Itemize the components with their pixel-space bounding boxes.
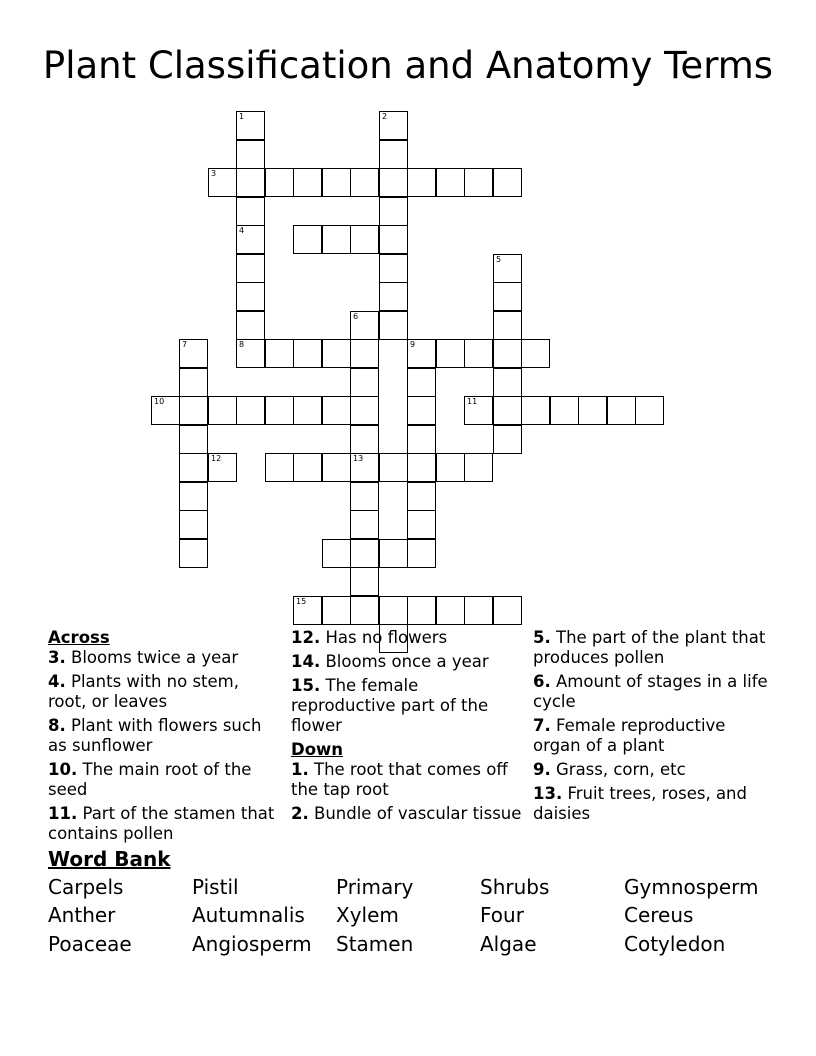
grid-cell[interactable] xyxy=(322,339,351,368)
grid-cell[interactable] xyxy=(350,482,379,511)
grid-cell[interactable] xyxy=(293,339,322,368)
grid-cell[interactable] xyxy=(179,339,208,368)
grid-cell[interactable] xyxy=(236,197,265,226)
grid-cell[interactable] xyxy=(379,282,408,311)
grid-cell[interactable] xyxy=(379,311,408,340)
clue-number: 10 xyxy=(154,397,165,406)
clue-down-2: 2. Bundle of vascular tissue xyxy=(291,804,522,823)
clue-down-6: 6. Amount of stages in a life cycle xyxy=(533,672,768,711)
grid-cell[interactable] xyxy=(379,225,408,254)
grid-cell[interactable] xyxy=(350,567,379,596)
grid-cell[interactable] xyxy=(265,396,294,425)
grid-cell[interactable] xyxy=(350,225,379,254)
grid-cell[interactable] xyxy=(293,396,322,425)
clue-across-3: 3. Blooms twice a year xyxy=(48,648,239,667)
clue-down-7: 7. Female reproductive organ of a plant xyxy=(533,716,726,755)
clue-number: 12 xyxy=(211,454,222,463)
grid-cell[interactable] xyxy=(293,225,322,254)
word-bank-item: Angiosperm xyxy=(192,932,312,956)
grid-cell[interactable] xyxy=(208,453,237,482)
grid-cell[interactable] xyxy=(407,396,436,425)
clue-number: 6 xyxy=(353,312,359,321)
clue-across-11: 11. Part of the stamen that contains pollen xyxy=(48,804,275,843)
grid-cell[interactable] xyxy=(322,539,351,568)
clue-across-10: 10. The main root of the seed xyxy=(48,760,252,799)
grid-cell[interactable] xyxy=(407,539,436,568)
clue-across-15: 15. The female reproductive part of the flower xyxy=(291,676,489,735)
grid-cell[interactable] xyxy=(208,168,237,197)
grid-cell[interactable] xyxy=(550,396,579,425)
grid-cell[interactable] xyxy=(464,168,493,197)
clue-down-5: 5. The part of the plant that produces pollen xyxy=(533,628,766,667)
grid-cell[interactable] xyxy=(236,396,265,425)
word-bank-item: Pistil xyxy=(192,875,239,899)
grid-cell[interactable] xyxy=(493,368,522,397)
grid-cell[interactable] xyxy=(493,168,522,197)
word-bank-title: Word Bank xyxy=(48,847,171,871)
clues-column-1 xyxy=(48,628,280,848)
grid-cell[interactable] xyxy=(436,453,465,482)
grid-cell[interactable] xyxy=(179,396,208,425)
word-bank-item: Xylem xyxy=(336,903,399,927)
clue-number: 1 xyxy=(239,112,245,121)
grid-cell[interactable] xyxy=(407,425,436,454)
word-bank-item: Primary xyxy=(336,875,414,899)
grid-cell[interactable] xyxy=(493,311,522,340)
grid-cell[interactable] xyxy=(379,111,408,140)
clue-number: 11 xyxy=(467,397,478,406)
grid-cell[interactable] xyxy=(322,596,351,625)
clue-across-14: 14. Blooms once a year xyxy=(291,652,489,671)
across-heading: Across xyxy=(48,628,110,647)
clue-number: 3 xyxy=(211,169,217,178)
grid-cell[interactable] xyxy=(236,254,265,283)
word-bank-item: Anther xyxy=(48,903,116,927)
clue-number: 9 xyxy=(410,340,416,349)
grid-cell[interactable] xyxy=(578,396,607,425)
grid-cell[interactable] xyxy=(464,453,493,482)
down-heading: Down xyxy=(291,740,344,759)
grid-cell[interactable] xyxy=(322,453,351,482)
word-bank-item: Shrubs xyxy=(480,875,550,899)
grid-cell[interactable] xyxy=(293,168,322,197)
clue-down-9: 9. Grass, corn, etc xyxy=(533,760,686,779)
grid-cell[interactable] xyxy=(407,510,436,539)
grid-cell[interactable] xyxy=(379,596,408,625)
grid-cell[interactable] xyxy=(236,339,265,368)
word-bank-item: Cotyledon xyxy=(624,932,726,956)
grid-cell[interactable] xyxy=(407,368,436,397)
grid-cell[interactable] xyxy=(236,168,265,197)
grid-cell[interactable] xyxy=(350,168,379,197)
grid-cell[interactable] xyxy=(350,539,379,568)
clue-number: 8 xyxy=(239,340,245,349)
grid-cell[interactable] xyxy=(322,168,351,197)
grid-cell[interactable] xyxy=(265,339,294,368)
grid-cell[interactable] xyxy=(179,368,208,397)
word-bank-item: Stamen xyxy=(336,932,414,956)
grid-cell[interactable] xyxy=(464,339,493,368)
grid-cell[interactable] xyxy=(407,482,436,511)
grid-cell[interactable] xyxy=(179,539,208,568)
grid-cell[interactable] xyxy=(350,510,379,539)
clue-down-1: 1. The root that comes off the tap root xyxy=(291,760,508,799)
grid-cell[interactable] xyxy=(379,254,408,283)
clue-across-8: 8. Plant with flowers such as sunflower xyxy=(48,716,262,755)
grid-cell[interactable] xyxy=(493,425,522,454)
grid-cell[interactable] xyxy=(265,453,294,482)
clue-across-12: 12. Has no flowers xyxy=(291,628,448,647)
grid-cell[interactable] xyxy=(151,396,180,425)
grid-cell[interactable] xyxy=(179,425,208,454)
clue-number: 2 xyxy=(382,112,388,121)
grid-cell[interactable] xyxy=(407,168,436,197)
grid-cell[interactable] xyxy=(493,596,522,625)
word-bank-item: Carpels xyxy=(48,875,124,899)
grid-cell[interactable] xyxy=(464,396,493,425)
grid-cell[interactable] xyxy=(293,453,322,482)
grid-cell[interactable] xyxy=(379,453,408,482)
grid-cell[interactable] xyxy=(379,140,408,169)
grid-cell[interactable] xyxy=(379,168,408,197)
grid-cell[interactable] xyxy=(265,168,294,197)
grid-cell[interactable] xyxy=(179,482,208,511)
clue-number: 7 xyxy=(182,340,188,349)
grid-cell[interactable] xyxy=(379,539,408,568)
grid-cell[interactable] xyxy=(208,396,237,425)
grid-cell[interactable] xyxy=(179,510,208,539)
grid-cell[interactable] xyxy=(635,396,664,425)
grid-cell[interactable] xyxy=(350,596,379,625)
grid-cell[interactable] xyxy=(464,596,493,625)
word-bank-item: Four xyxy=(480,903,524,927)
clue-across-4: 4. Plants with no stem, root, or leaves xyxy=(48,672,239,711)
grid-cell[interactable] xyxy=(607,396,636,425)
grid-cell[interactable] xyxy=(350,339,379,368)
clue-number: 13 xyxy=(353,454,364,463)
grid-cell[interactable] xyxy=(322,396,351,425)
grid-cell[interactable] xyxy=(236,282,265,311)
grid-cell[interactable] xyxy=(379,197,408,226)
grid-cell[interactable] xyxy=(521,339,550,368)
grid-cell[interactable] xyxy=(493,396,522,425)
clue-number: 15 xyxy=(296,597,307,606)
clues-column-3 xyxy=(533,628,773,828)
clue-number: 5 xyxy=(496,255,502,264)
word-bank-item: Poaceae xyxy=(48,932,132,956)
grid-cell[interactable] xyxy=(350,396,379,425)
grid-cell[interactable] xyxy=(521,396,550,425)
grid-cell[interactable] xyxy=(350,453,379,482)
clues-column-2 xyxy=(291,628,523,828)
clue-down-13: 13. Fruit trees, roses, and daisies xyxy=(533,784,747,823)
grid-cell[interactable] xyxy=(493,282,522,311)
word-bank-item: Algae xyxy=(480,932,537,956)
grid-cell[interactable] xyxy=(322,225,351,254)
word-bank-item: Gymnosperm xyxy=(624,875,759,899)
grid-cell[interactable] xyxy=(436,339,465,368)
word-bank-item: Cereus xyxy=(624,903,694,927)
grid-cell[interactable] xyxy=(236,140,265,169)
grid-cell[interactable] xyxy=(236,111,265,140)
grid-cell[interactable] xyxy=(350,311,379,340)
clue-number: 4 xyxy=(239,226,245,235)
grid-cell[interactable] xyxy=(179,453,208,482)
grid-cell[interactable] xyxy=(493,254,522,283)
word-bank-item: Autumnalis xyxy=(192,903,305,927)
grid-cell[interactable] xyxy=(236,225,265,254)
grid-cell[interactable] xyxy=(436,168,465,197)
grid-cell[interactable] xyxy=(493,339,522,368)
grid-cell[interactable] xyxy=(407,596,436,625)
grid-cell[interactable] xyxy=(236,311,265,340)
grid-cell[interactable] xyxy=(350,368,379,397)
grid-cell[interactable] xyxy=(407,339,436,368)
page-title: Plant Classification and Anatomy Terms xyxy=(42,44,774,87)
grid-cell[interactable] xyxy=(407,453,436,482)
grid-cell[interactable] xyxy=(436,596,465,625)
grid-cell[interactable] xyxy=(350,425,379,454)
grid-cell[interactable] xyxy=(293,596,322,625)
